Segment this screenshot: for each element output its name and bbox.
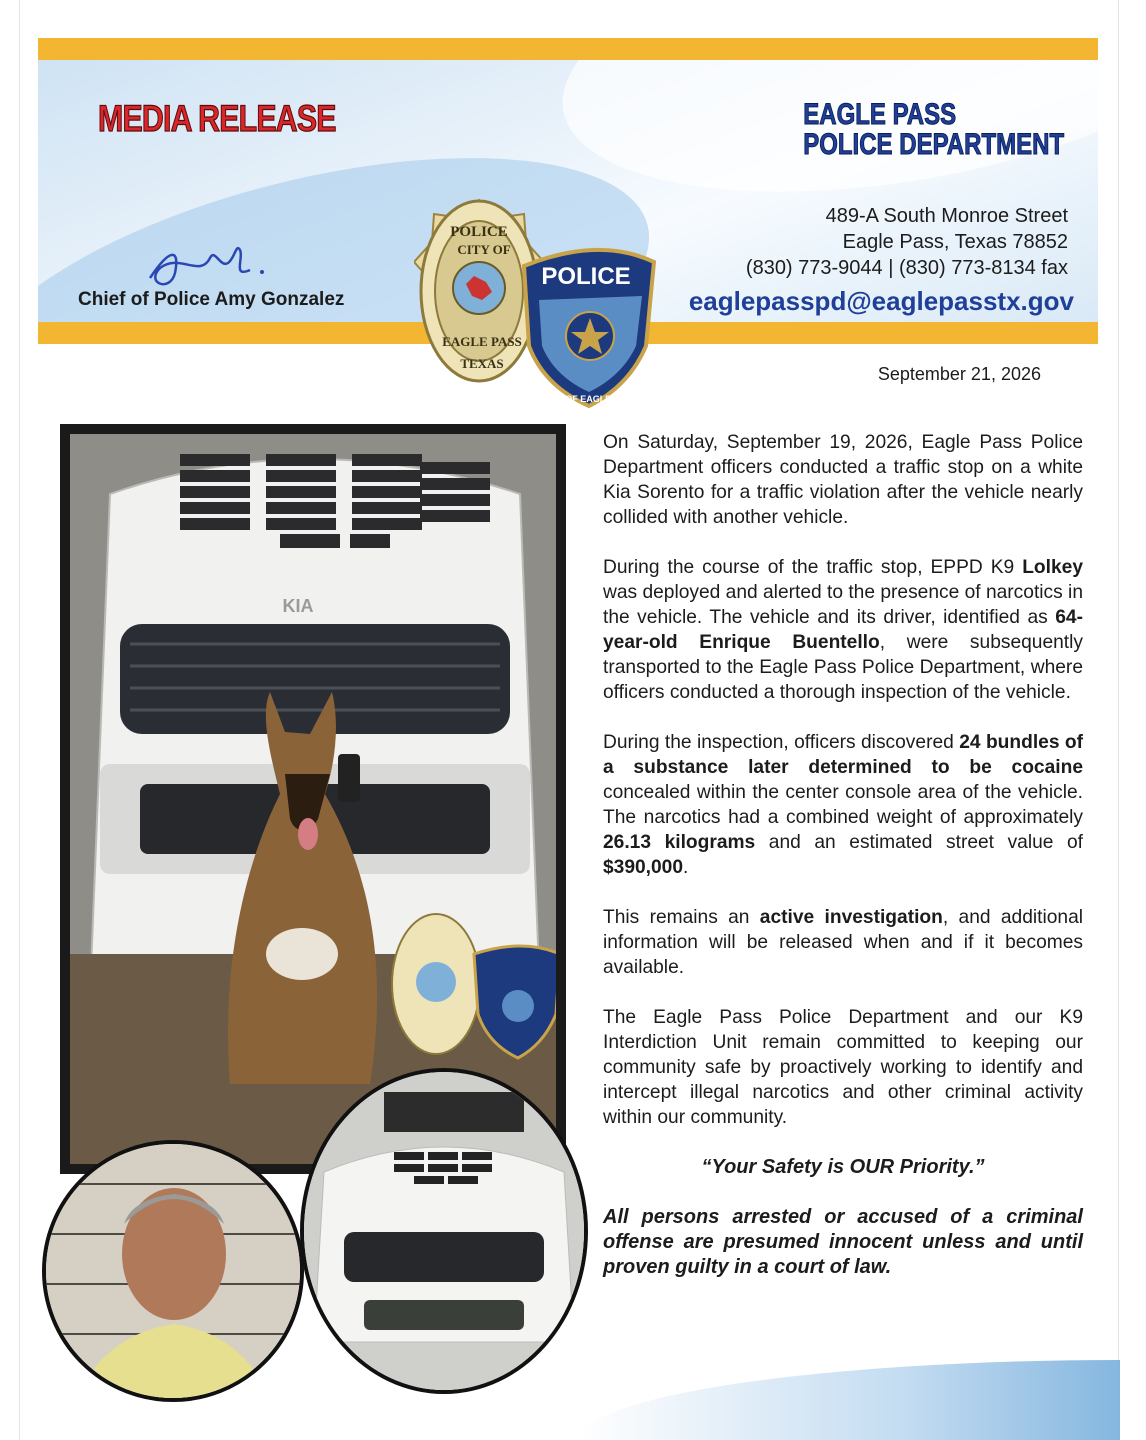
paragraph-active-investigation: This remains an active investigation, and additional information will be released when and if it becomes available.	[603, 907, 1084, 978]
phone-fax: (830) 773-9044 | (830) 773-8134 fax	[745, 257, 1068, 279]
narcotics-description: 24 bundles of a substance later determined to be cocaine	[603, 732, 1084, 778]
legal-disclaimer: All persons arrested or accused of a criminal offense are presumed innocent unless and until proven guilty in a court of law.	[603, 1206, 1083, 1278]
patch-shield-icon	[524, 250, 654, 406]
paragraph-inspection: During the inspection, officers discovered 24 bundles of a substance later determined to be cocaine concealed within the center console area of the vehicle. The narcotics had a combined weight of approximately 26.13 kilograms and an estimated street value of $390,000.	[603, 732, 1084, 878]
paragraph-k9-alert: During the course of the traffic stop, EPPD K9 Lolkey was deployed and alerted to the presence of narcotics in the vehicle. The vehicle and its driver, identified as 64-year-old Enrique Buentello, were subsequently transported to the Eagle Pass Police Department, where officers conducted a thorough inspection of the vehicle.	[603, 557, 1083, 703]
paragraph-commitment: The Eagle Pass Police Department and our K9 Interdiction Unit remain committed to keeping our community safe by proactively working to identify and intercept illegal narcotics and other criminal activity within our community.	[603, 1007, 1083, 1128]
press-release-body	[603, 430, 1083, 1280]
badge-star-bottom1: EAGLE PASS	[442, 334, 522, 349]
address-street: 489-A South Monroe Street	[825, 205, 1068, 227]
department-name-line2: POLICE DEPARTMENT	[803, 128, 1064, 161]
badge-star-mid: CITY OF	[457, 242, 511, 257]
release-date: September 21, 2026	[877, 364, 1041, 384]
vehicle-image	[304, 1072, 584, 1390]
k9-name: Lolkey	[1022, 557, 1083, 578]
badges-overlay-icon	[388, 910, 556, 1062]
chief-of-police: Chief of Police Amy Gonzalez	[78, 289, 345, 310]
address-city: Eagle Pass, Texas 78852	[842, 231, 1068, 253]
department-motto: “Your Safety is OUR Priority.”	[701, 1156, 985, 1178]
booking-photo-image	[46, 1144, 300, 1398]
patch-arc: CITY OF EAGLE PASS	[542, 394, 638, 404]
department-email: eaglepasspd@eaglepasstx.gov	[688, 286, 1074, 316]
header-gold-stripe-top	[38, 38, 1098, 60]
department-name-line1: EAGLE PASS	[803, 98, 957, 131]
paragraph-traffic-stop: On Saturday, September 19, 2026, Eagle Pass Police Department officers conducted a traffic stop on a white Kia Sorento for a traffic violation after the vehicle nearly collided with another vehicle.	[603, 432, 1083, 528]
narcotics-weight: 26.13 kilograms	[603, 832, 756, 853]
vehicle-with-narcotics-photo	[300, 1068, 588, 1394]
department-address	[746, 203, 1068, 281]
street-value: $390,000	[603, 857, 684, 878]
patch-title: POLICE	[541, 263, 631, 290]
suspect-name: 64-year-old Enrique Buentello	[603, 607, 1083, 653]
badge-star-icon	[414, 196, 664, 412]
badge-star-bottom2: TEXAS	[460, 356, 504, 371]
department-name	[803, 100, 1064, 160]
badges-logo	[414, 196, 664, 412]
media-release-title: MEDIA RELEASE	[98, 98, 336, 139]
vehicle-logo-text: KIA	[282, 596, 314, 616]
suspect-booking-photo	[42, 1140, 304, 1402]
k9-vehicle-photo	[60, 424, 566, 1174]
badge-star-top: POLICE	[450, 224, 508, 240]
